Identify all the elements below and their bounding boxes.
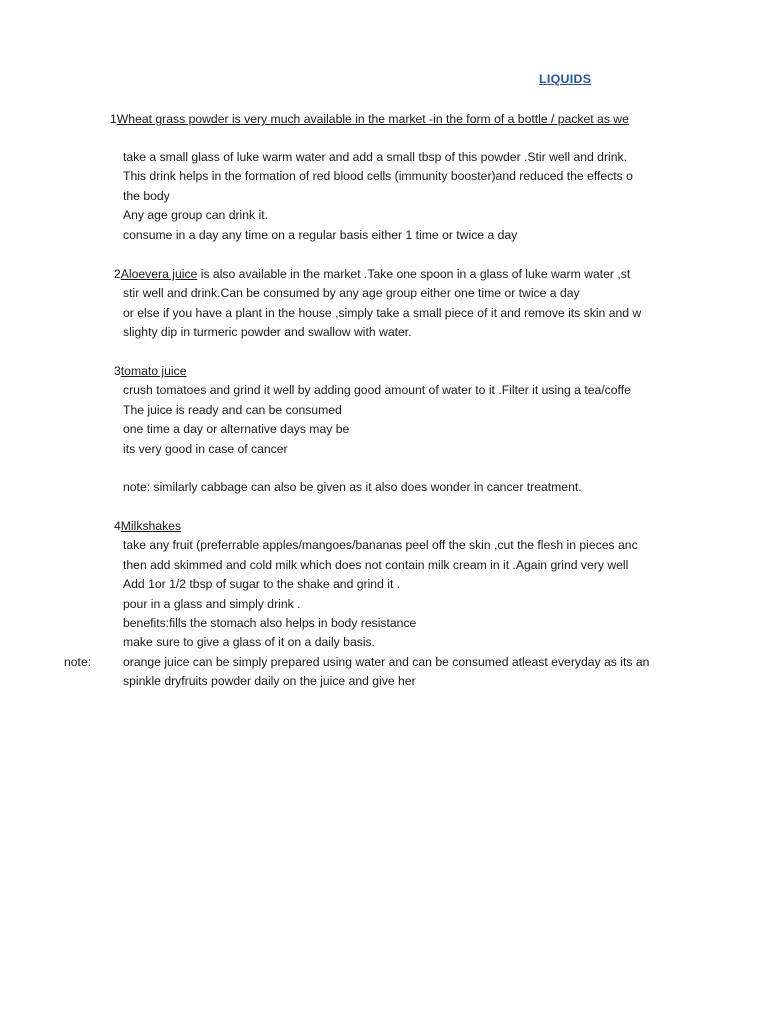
section-text-line: then add skimmed and cold milk which does not contain milk cream in it .Again grind very well (123, 558, 629, 572)
section-text-line: make sure to give a glass of it on a daily basis. (123, 635, 376, 649)
section-heading-rest: is also available in the market .Take one spoon in a glass of luke warm water ,st (197, 267, 631, 281)
section-number: 1 (110, 112, 117, 126)
section-text-line: benefits:fills the stomach also helps in body resistance (123, 616, 417, 630)
section-text-line: stir well and drink.Can be consumed by any age group either one time or twice a day (123, 286, 580, 300)
section-note-line: note: similarly cabbage can also be given as it also does wonder in cancer treatment. (123, 480, 582, 494)
section-heading: Milkshakes (120, 519, 182, 533)
section-text-line: slighty dip in turmeric powder and swallow with water. (123, 325, 412, 339)
section-1-heading-line (110, 111, 629, 127)
section-text-line: consume in a day any time on a regular basis either 1 time or twice a day (123, 228, 518, 242)
note-text-line: spinkle dryfruits powder daily on the juice and give her (123, 674, 416, 688)
section-text-line: take a small glass of luke warm water and add a small tbsp of this powder .Stir well and drink. (123, 150, 627, 164)
section-text-line: the body (123, 189, 170, 203)
section-number: 3 (114, 364, 121, 378)
section-text-line: one time a day or alternative days may be (123, 422, 350, 436)
note-label: note: (64, 655, 92, 669)
section-text-line: Add 1or 1/2 tbsp of sugar to the shake and grind it . (123, 577, 401, 591)
section-text-line: take any fruit (preferrable apples/mangoes/bananas peel off the skin ,cut the flesh in pieces anc (123, 538, 638, 552)
section-text-line: crush tomatoes and grind it well by adding good amount of water to it .Filter it using a tea/coffe (123, 383, 631, 397)
section-3-heading-line (114, 363, 187, 379)
section-text-line: The juice is ready and can be consumed (123, 403, 342, 417)
note-text-line: orange juice can be simply prepared using water and can be consumed atleast everyday as its an (123, 655, 650, 669)
section-4-heading-line (114, 518, 181, 534)
section-text-line: This drink helps in the formation of red blood cells (immunity booster)and reduced the effects o (123, 169, 633, 183)
section-2-heading-line (114, 266, 630, 282)
section-text-line: pour in a glass and simply drink . (123, 597, 301, 611)
section-text-line: or else if you have a plant in the house ,simply take a small piece of it and remove its skin and w (123, 306, 642, 320)
section-number: 4 (114, 519, 121, 533)
section-heading: Aloevera juice (120, 267, 198, 281)
section-number: 2 (114, 267, 121, 281)
section-heading: tomato juice (120, 364, 187, 378)
section-heading: Wheat grass powder is very much available in the market -in the form of a bottle / packet as we (116, 112, 629, 126)
section-text-line: its very good in case of cancer (123, 442, 288, 456)
section-text-line: Any age group can drink it. (123, 208, 268, 222)
page-title: LIQUIDS (539, 72, 592, 86)
